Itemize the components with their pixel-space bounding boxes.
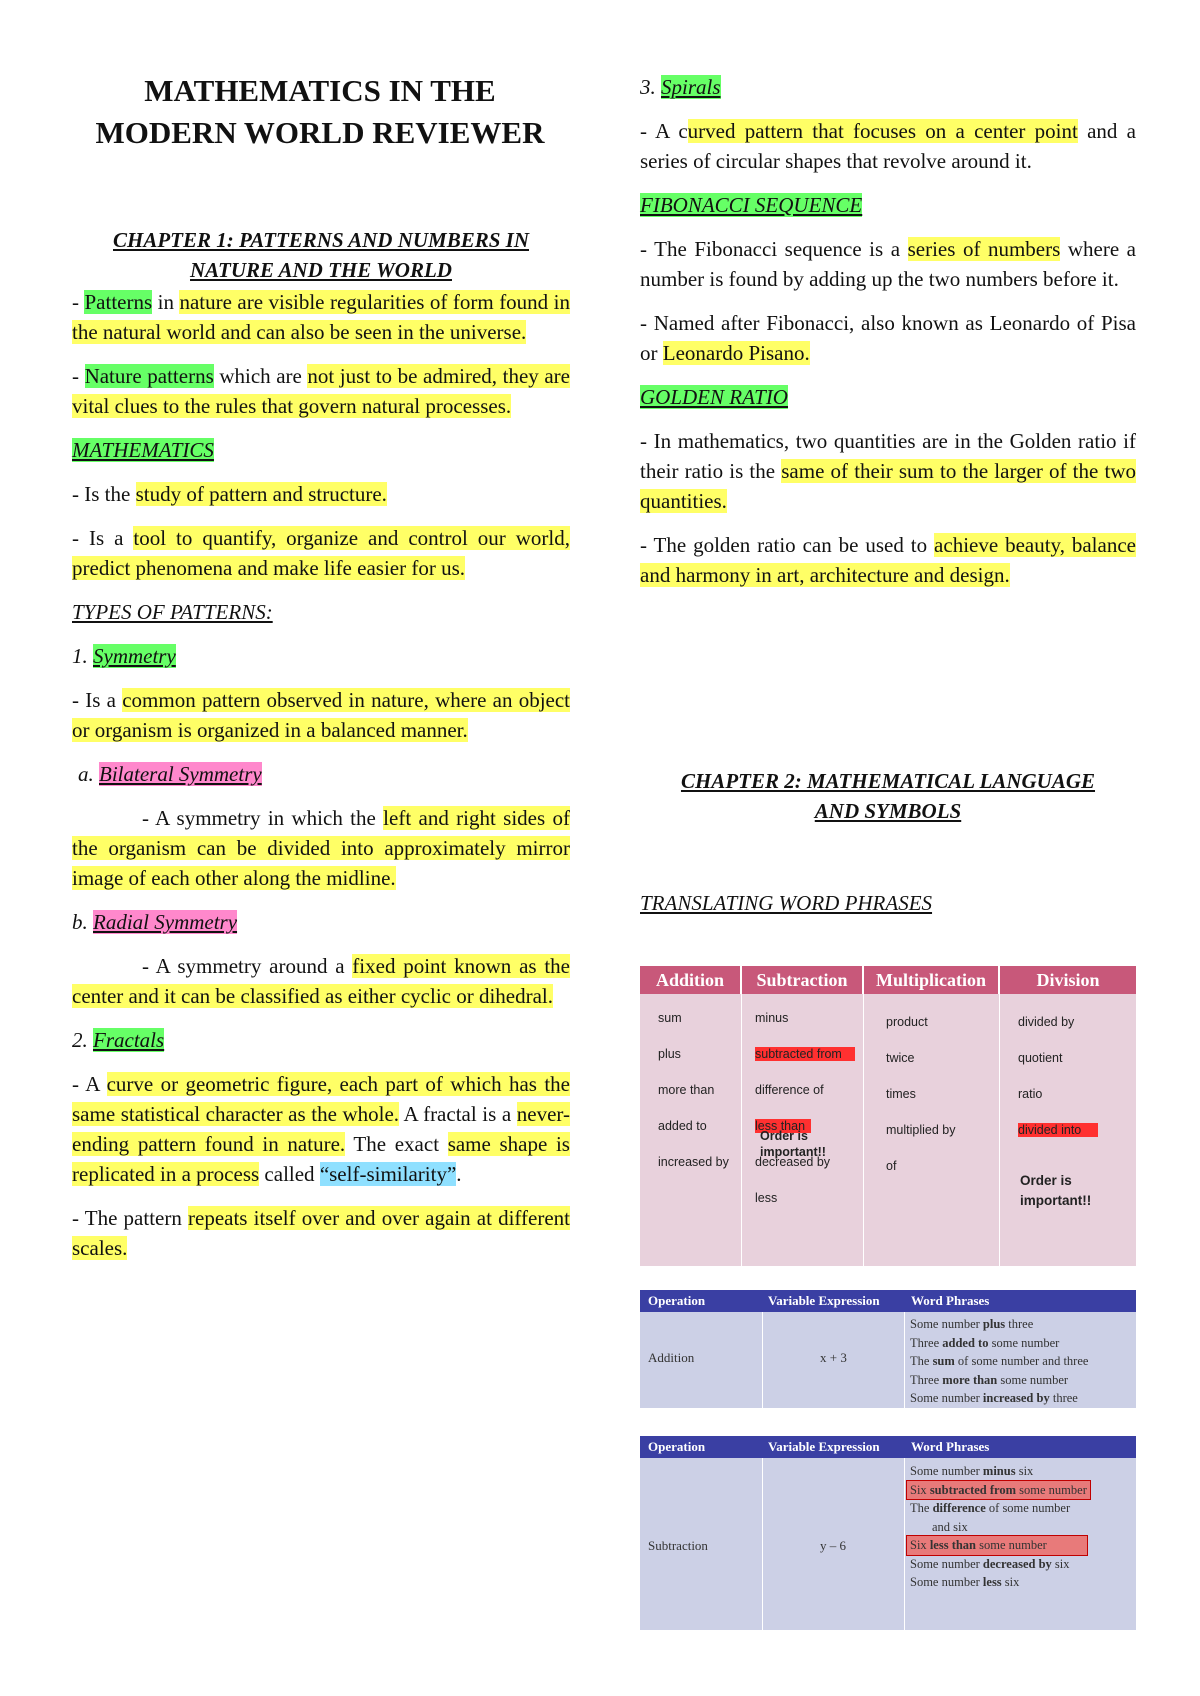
division-term-highlighted: divided into (1018, 1123, 1098, 1137)
subtraction-term: minus (755, 1011, 789, 1025)
addition-operation-table (640, 1290, 1136, 1408)
bilateral-symmetry-description: - A symmetry in which the left and right sides of the organism can be divided into approximately mirror image of each other along the midline. (72, 806, 570, 890)
fibonacci-description-1: - The Fibonacci sequence is a series of numbers where a number is found by adding up the two numbers before it. (640, 237, 1136, 291)
patterns-paragraph: - Patterns in nature are visible regularities of form found in the natural world and can also be seen in the universe. (72, 290, 570, 344)
fractals-description-2: - The pattern repeats itself over and over again at different scales. (72, 1206, 570, 1260)
variable-expression: x + 3 (820, 1350, 847, 1365)
header-word-phrases: Word Phrases (911, 1293, 990, 1308)
fractals-description: - A curve or geometric figure, each part of which has the same statistical character as the whole. A fractal is a never-ending pattern found in nature. The exact same shape is replicated in a process called “self-similarity”. (72, 1072, 570, 1186)
word-phrase: Some number plus three (910, 1317, 1034, 1331)
note-line: Order is (760, 1129, 808, 1143)
word-phrase: Some number minus six (910, 1464, 1034, 1478)
header-addition: Addition (640, 966, 742, 994)
word-phrase: and six (932, 1519, 968, 1534)
title-line-2: MODERN WORLD REVIEWER (95, 115, 545, 150)
addition-term: more than (658, 1083, 715, 1097)
header-variable-expression: Variable Expression (768, 1293, 880, 1308)
chapter-2-heading-line-2: AND SYMBOLS (814, 799, 962, 823)
word-phrase: Three added to some number (910, 1335, 1060, 1350)
division-term: divided by (1018, 1015, 1075, 1029)
header-subtraction: Subtraction (742, 966, 864, 994)
translation-table (640, 966, 1136, 1266)
fibonacci-heading: FIBONACCI SEQUENCE (640, 193, 863, 217)
subtraction-operation-table (640, 1436, 1136, 1630)
golden-ratio-description-1: - In mathematics, two quantities are in the Golden ratio if their ratio is the same of their sum to the larger of the two quantities. (640, 429, 1136, 513)
word-phrase: Some number increased by three (910, 1391, 1078, 1405)
variable-expression: y – 6 (820, 1538, 846, 1553)
fractals-heading: 2. Fractals (72, 1028, 165, 1052)
chapter-2-heading-line-1: CHAPTER 2: MATHEMATICAL LANGUAGE (680, 769, 1096, 793)
header-variable-expression: Variable Expression (768, 1439, 880, 1454)
division-order-note (1020, 1171, 1091, 1211)
word-phrase: Three more than some number (910, 1372, 1069, 1387)
addition-term: plus (658, 1047, 681, 1061)
subtraction-term-highlighted: subtracted from (755, 1047, 855, 1061)
bilateral-symmetry-heading: a. Bilateral Symmetry (78, 762, 262, 786)
word-phrase: The difference of some number (910, 1501, 1071, 1515)
translating-word-phrases-heading: TRANSLATING WORD PHRASES (640, 891, 933, 915)
column-divider (762, 1312, 763, 1408)
column-divider (904, 1312, 905, 1408)
table-header-row (640, 1290, 1136, 1312)
note-line: important!! (1020, 1193, 1092, 1208)
multiplication-term: times (886, 1087, 916, 1101)
division-term: ratio (1018, 1087, 1043, 1101)
column-divider (904, 1458, 905, 1630)
note-line: important!! (760, 1145, 826, 1159)
chapter-1-body (72, 287, 570, 1263)
operation-name: Addition (648, 1350, 695, 1365)
header-division: Division (1000, 966, 1136, 994)
golden-ratio-description-2: - The golden ratio can be used to achieve beauty, balance and harmony in art, architecture and design. (640, 533, 1136, 587)
chapter-1-heading-line-2: NATURE AND THE WORLD (190, 258, 452, 282)
column-divider (762, 1458, 763, 1630)
multiplication-term: product (886, 1015, 928, 1029)
word-phrase: Some number decreased by six (910, 1556, 1070, 1571)
subtraction-order-note (760, 1128, 826, 1160)
multiplication-term: of (886, 1159, 897, 1173)
multiplication-term: twice (886, 1051, 915, 1065)
word-phrases-list (910, 1315, 1088, 1408)
right-column-body (640, 72, 1136, 590)
chapter-1-heading (72, 225, 570, 285)
note-line: Order is (1020, 1173, 1072, 1188)
fibonacci-description-2: - Named after Fibonacci, also known as Leonardo of Pisa or Leonardo Pisano. (640, 311, 1136, 365)
subtraction-term: less (755, 1191, 778, 1205)
spirals-description: - A curved pattern that focuses on a center point and a series of circular shapes that revolve around it. (640, 119, 1136, 173)
document-title (60, 70, 580, 154)
multiplication-term: multiplied by (886, 1123, 956, 1137)
header-operation: Operation (648, 1293, 706, 1308)
radial-symmetry-description: - A symmetry around a fixed point known as the center and it can be classified as either cyclic or dihedral. (72, 954, 570, 1008)
word-phrase-highlighted: Six subtracted from some number (910, 1481, 1090, 1500)
radial-symmetry-heading: b. Radial Symmetry (72, 910, 238, 934)
operation-name: Subtraction (648, 1538, 708, 1553)
table-header-row (640, 1436, 1136, 1458)
nature-patterns-paragraph: - Nature patterns which are not just to be admired, they are vital clues to the rules that govern natural processes. (72, 364, 570, 418)
mathematics-definition-1: - Is the study of pattern and structure. (72, 482, 387, 506)
subtraction-term: difference of (755, 1083, 824, 1097)
symmetry-description: - Is a common pattern observed in nature, where an object or organism is organized in a balanced manner. (72, 688, 570, 742)
spirals-heading: 3. Spirals (640, 75, 721, 99)
symmetry-heading: 1. Symmetry (72, 644, 176, 668)
subtraction-term: decreased by (755, 1155, 831, 1169)
addition-term: added to (658, 1119, 707, 1133)
header-operation: Operation (648, 1439, 706, 1454)
header-multiplication: Multiplication (864, 966, 1000, 994)
mathematics-heading: MATHEMATICS (72, 438, 214, 462)
chapter-1-heading-line-1: CHAPTER 1: PATTERNS AND NUMBERS IN (113, 228, 529, 252)
addition-term: sum (658, 1011, 682, 1025)
word-phrases-list (910, 1462, 1090, 1592)
title-line-1: MATHEMATICS IN THE (144, 73, 496, 108)
addition-term: increased by (658, 1155, 729, 1169)
mathematics-definition-2: - Is a tool to quantify, organize and control our world, predict phenomena and make life easier for us. (72, 526, 570, 580)
word-phrase-highlighted: Six less than some number (910, 1536, 1090, 1555)
header-word-phrases: Word Phrases (911, 1439, 990, 1454)
chapter-2-heading (640, 766, 1136, 826)
word-phrase: The sum of some number and three (910, 1354, 1089, 1368)
golden-ratio-heading: GOLDEN RATIO (640, 385, 788, 409)
subtraction-term-highlighted: less than (755, 1119, 811, 1133)
types-of-patterns-heading: TYPES OF PATTERNS: (72, 600, 273, 624)
division-term: quotient (1018, 1051, 1063, 1065)
word-phrase: Some number less six (910, 1575, 1020, 1589)
